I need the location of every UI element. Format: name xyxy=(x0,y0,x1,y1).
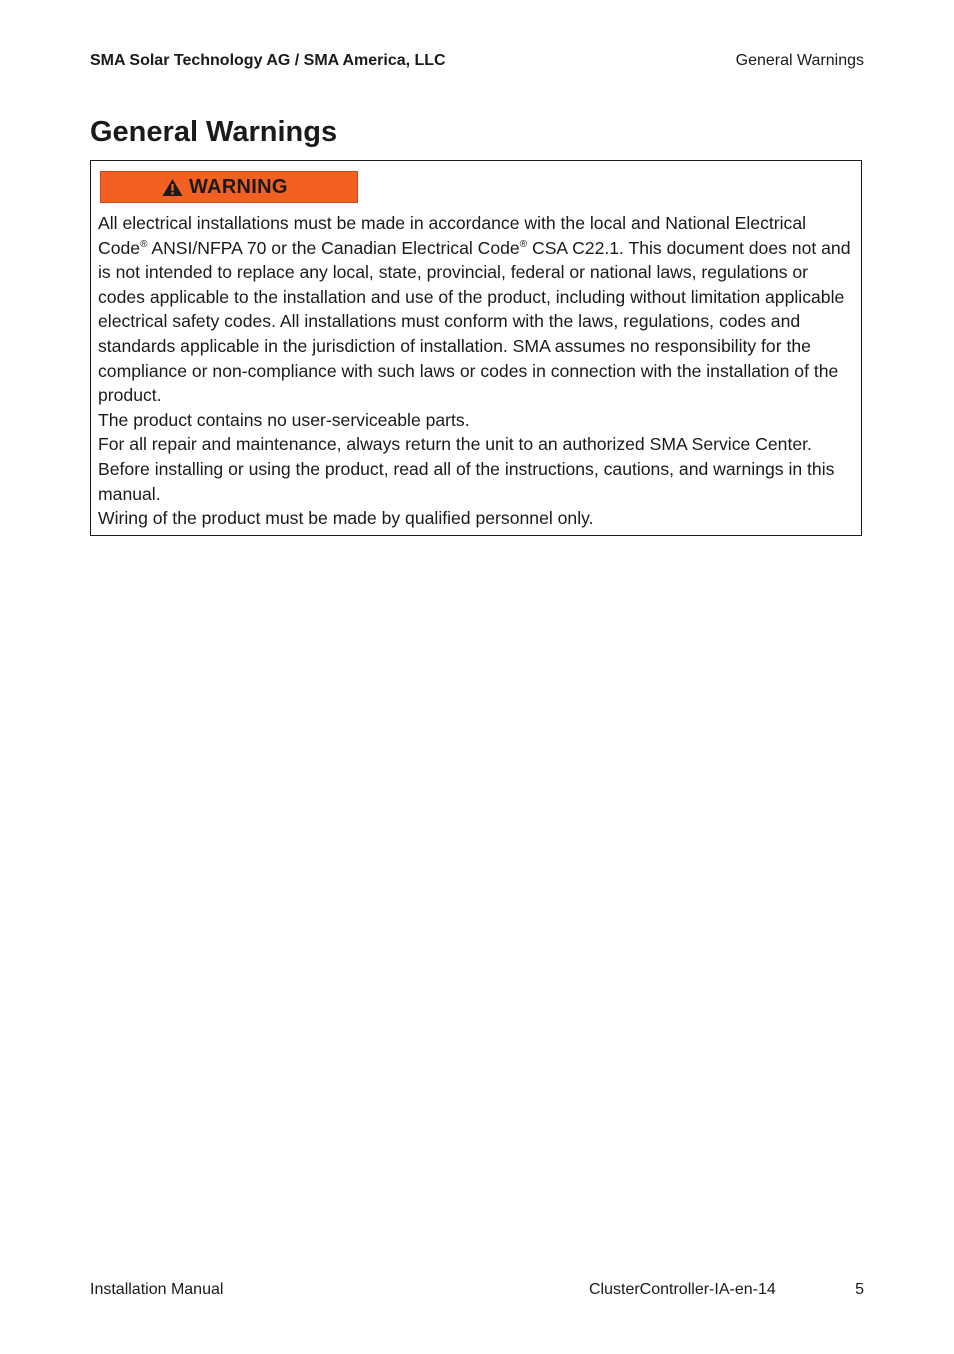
registered-mark: ® xyxy=(519,238,528,250)
page-title: General Warnings xyxy=(90,116,338,148)
warning-box xyxy=(90,160,862,536)
warning-paragraph-1: All electrical installations must be made in accordance with the local and National Electrical Code® ANSI/NFPA 70 or the Canadian Electrical Code® CSA C22.1. This document does not and is not intended to replace any local, state, provincial, federal or national laws, regulations or codes applicable to the installation and use of the product, including without limitation applicable electrical safety codes. All installations must conform with the laws, regulations, codes and standards applicable in the jurisdiction of installation. SMA assumes no responsibility for the compliance or non-compliance with such laws or codes in connection with the installation of the product. xyxy=(98,213,851,406)
warning-label: WARNING xyxy=(189,175,288,198)
warning-paragraph-2: The product contains no user-serviceable parts. xyxy=(98,409,470,430)
warning-paragraph-4: Before installing or using the product, read all of the instructions, cautions, and warnings in this manual. xyxy=(98,458,835,504)
header-section: General Warnings xyxy=(735,52,864,69)
footer-doc-code: ClusterController-IA-en-14 xyxy=(589,1281,776,1298)
warning-paragraph-3: For all repair and maintenance, always return the unit to an authorized SMA Service Center. xyxy=(98,434,812,455)
page-number: 5 xyxy=(855,1281,864,1298)
header-company: SMA Solar Technology AG / SMA America, LLC xyxy=(90,52,446,69)
warning-text xyxy=(98,211,858,531)
warning-paragraph-5: Wiring of the product must be made by qualified personnel only. xyxy=(98,508,594,529)
registered-mark: ® xyxy=(140,238,148,250)
warning-triangle-icon xyxy=(162,178,183,197)
warning-badge xyxy=(100,171,358,203)
footer-doc-type: Installation Manual xyxy=(90,1281,224,1298)
